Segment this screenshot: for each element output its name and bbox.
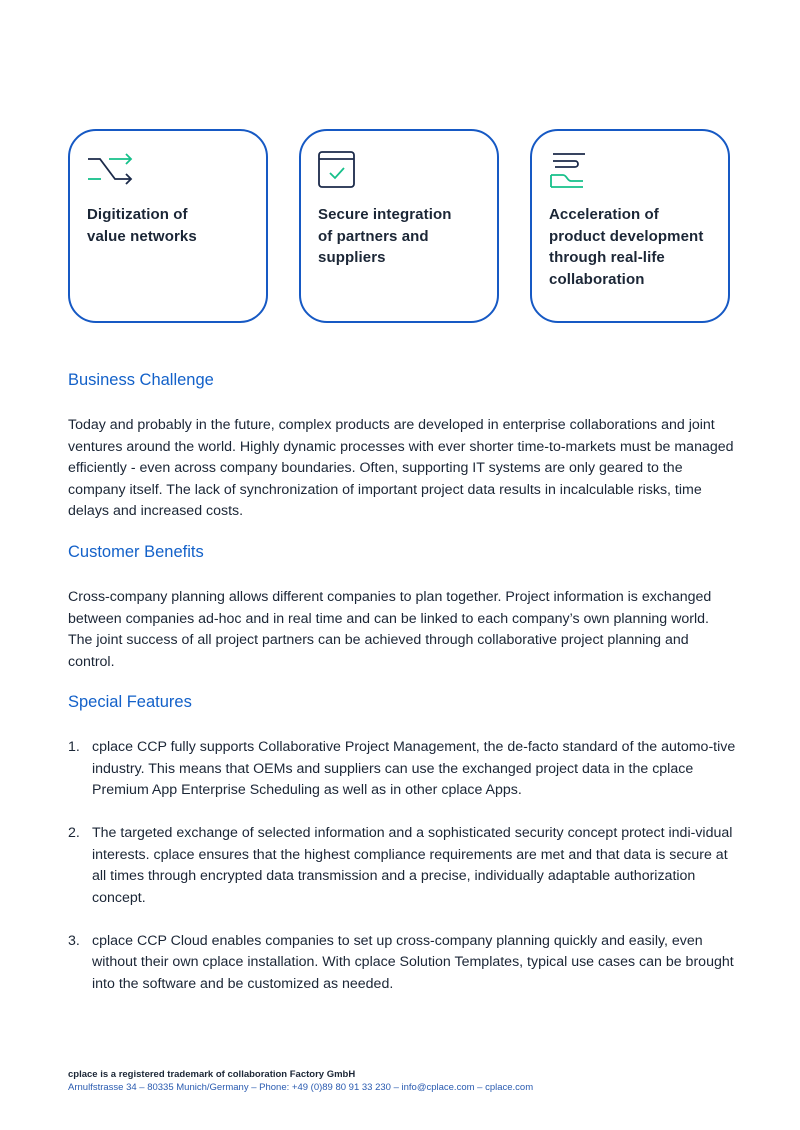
card-title bbox=[318, 204, 488, 269]
list-item bbox=[68, 737, 736, 802]
card-title-line: collaboration bbox=[549, 270, 645, 288]
list-item-number: 3. bbox=[68, 932, 80, 949]
card-title-line: suppliers bbox=[318, 249, 386, 266]
business-challenge-text: Today and probably in the future, complex products are developed in enterprise collaborations and joint ventures around the world. Highly dynamic processes with ever shorter time-to-markets must be managed efficiently - even across company boundaries. Often, supporting IT systems are only geared to the company itself. The lack of synchronization of important project data results in incalculable risks, time delays and increased costs. bbox=[68, 417, 734, 519]
list-item-text: The targeted exchange of selected information and a sophisticated security concept protect indi-vidual interests. cplace ensures that the highest compliance requirements are met and that data is secure at all times through encrypted data transmission and a precise, individually adaptable authorization concept. bbox=[92, 825, 733, 906]
list-item bbox=[68, 823, 736, 909]
list-item bbox=[68, 931, 736, 996]
list-item-number: 1. bbox=[68, 739, 80, 755]
feature-card-digitization bbox=[68, 129, 268, 323]
branching-arrows-icon bbox=[87, 151, 135, 191]
special-features-list bbox=[68, 737, 736, 1017]
card-title-line: Acceleration of bbox=[549, 206, 659, 223]
list-item-text: cplace CCP Cloud enables companies to set up cross-company planning quickly and easily, even without their own cplace installation. With cplace Solution Templates, typical use cases can be brought into the software and be customized as needed. bbox=[92, 932, 734, 992]
customer-benefits-text: Cross-company planning allows different companies to plan together. Project information is exchanged between companies ad-hoc and in real time and can be linked to each company’s own planning world. The joint success of all project partners can be achieved through collaborative project planning and control. bbox=[68, 589, 712, 670]
card-title-line: through real-life bbox=[549, 249, 665, 266]
contact-line: Arnulfstrasse 34 – 80335 Munich/Germany – Phone: +49 (0)89 80 91 33 230 – info@cplace.com – cplace.com bbox=[68, 1082, 534, 1093]
card-title bbox=[549, 204, 719, 290]
checked-window-icon bbox=[318, 151, 366, 191]
card-title-line: Digitization of bbox=[87, 206, 188, 223]
card-title-line: product development bbox=[549, 227, 704, 245]
stacked-hooks-icon bbox=[549, 151, 597, 191]
feature-card-secure-integration bbox=[299, 129, 499, 323]
customer-benefits-heading: Customer Benefits bbox=[68, 543, 204, 561]
card-title bbox=[87, 204, 257, 247]
feature-cards bbox=[68, 129, 732, 323]
card-title-line: value networks bbox=[87, 227, 197, 245]
trademark-notice: cplace is a registered trademark of collaboration Factory GmbH bbox=[68, 1069, 356, 1080]
feature-card-acceleration bbox=[530, 129, 730, 323]
card-title-line: of partners and bbox=[318, 227, 429, 245]
business-challenge-heading: Business Challenge bbox=[68, 371, 214, 389]
page-footer bbox=[68, 1068, 533, 1094]
list-item-number: 2. bbox=[68, 825, 80, 841]
special-features-heading: Special Features bbox=[68, 693, 192, 711]
list-item-text: cplace CCP fully supports Collaborative Project Management, the de-facto standard of the automo-tive industry. This means that OEMs and suppliers can use the exchanged project data in the cplace Premium App Enterprise Scheduling as well as in other cplace Apps. bbox=[92, 739, 736, 798]
card-title-line: Secure integration bbox=[318, 206, 452, 223]
